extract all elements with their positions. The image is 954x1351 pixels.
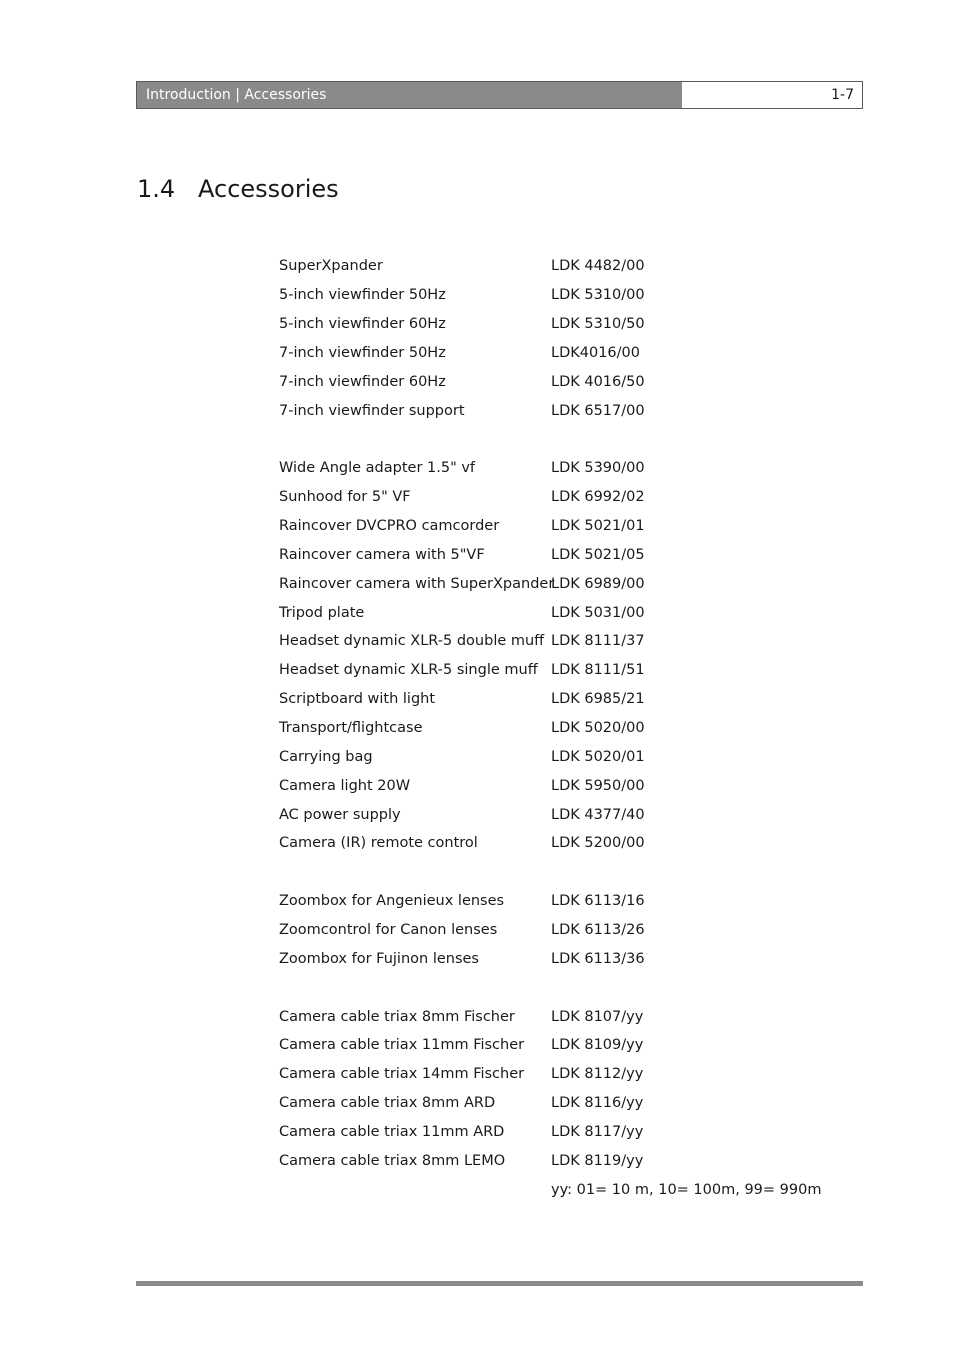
accessory-code: LDK 8111/51 — [551, 662, 645, 678]
accessory-code: LDK 8112/yy — [551, 1066, 644, 1082]
accessory-name: Transport/flightcase — [279, 720, 423, 736]
accessory-name: Raincover camera with SuperXpander — [279, 576, 555, 592]
header-page-number: 1-7 — [831, 87, 854, 103]
accessory-code: LDK 8107/yy — [551, 1009, 644, 1025]
header-section-title: Introduction | Accessories — [137, 82, 682, 108]
accessory-name: Camera cable triax 11mm ARD — [279, 1124, 505, 1140]
accessory-code: LDK 4482/00 — [551, 258, 645, 274]
accessory-name: 5-inch viewfinder 60Hz — [279, 316, 446, 332]
accessory-name: Camera (IR) remote control — [279, 835, 478, 851]
accessory-code: LDK 5390/00 — [551, 460, 645, 476]
accessory-code: LDK 6985/21 — [551, 691, 645, 707]
accessory-name: Headset dynamic XLR-5 single muff — [279, 662, 538, 678]
accessory-code: LDK 4377/40 — [551, 807, 645, 823]
accessory-name: SuperXpander — [279, 258, 383, 274]
accessory-code: LDK 8119/yy — [551, 1153, 644, 1169]
accessory-name: Zoombox for Angenieux lenses — [279, 893, 505, 909]
accessory-name: Zoomcontrol for Canon lenses — [279, 922, 498, 938]
accessory-code: LDK 5310/00 — [551, 287, 645, 303]
accessory-name: AC power supply — [279, 807, 401, 823]
accessory-code: LDK 6113/26 — [551, 922, 645, 938]
accessory-name: Camera cable triax 8mm LEMO — [279, 1153, 506, 1169]
section-heading — [137, 171, 339, 207]
accessory-name: Camera cable triax 8mm ARD — [279, 1095, 496, 1111]
accessory-name: 7-inch viewfinder 60Hz — [279, 374, 446, 390]
accessory-name: Carrying bag — [279, 749, 373, 765]
accessory-name: Headset dynamic XLR-5 double muff — [279, 633, 545, 649]
accessory-name: 5-inch viewfinder 50Hz — [279, 287, 446, 303]
accessory-name: Wide Angle adapter 1.5" vf — [279, 460, 476, 476]
accessory-code: LDK 6113/36 — [551, 951, 645, 967]
accessory-code: LDK 5031/00 — [551, 605, 645, 621]
accessory-name: Camera cable triax 8mm Fischer — [279, 1009, 515, 1025]
accessory-code: LDK 5310/50 — [551, 316, 645, 332]
accessory-code: LDK 5020/01 — [551, 749, 645, 765]
accessory-code: LDK 5021/05 — [551, 547, 645, 563]
accessory-code: LDK4016/00 — [551, 345, 640, 361]
accessory-code: LDK 5021/01 — [551, 518, 645, 534]
accessory-name: Raincover DVCPRO camcorder — [279, 518, 500, 534]
accessory-name: Camera cable triax 14mm Fischer — [279, 1066, 525, 1082]
accessory-name: Camera cable triax 11mm Fischer — [279, 1037, 525, 1053]
accessory-code: LDK 8116/yy — [551, 1095, 644, 1111]
accessory-code: LDK 5200/00 — [551, 835, 645, 851]
accessory-name: 7-inch viewfinder support — [279, 403, 465, 419]
accessory-code: LDK 4016/50 — [551, 374, 645, 390]
page-header — [136, 81, 863, 109]
accessory-name: Raincover camera with 5"VF — [279, 547, 485, 563]
section-number: 1.4 — [137, 175, 176, 203]
accessory-code: LDK 5950/00 — [551, 778, 645, 794]
accessory-name: Scriptboard with light — [279, 691, 436, 707]
accessory-name: Tripod plate — [279, 605, 365, 621]
accessory-name: 7-inch viewfinder 50Hz — [279, 345, 446, 361]
accessory-code: LDK 8111/37 — [551, 633, 645, 649]
accessory-code: LDK 8117/yy — [551, 1124, 644, 1140]
accessory-name: Camera light 20W — [279, 778, 411, 794]
footer-rule — [136, 1281, 863, 1286]
accessory-name: Sunhood for 5" VF — [279, 489, 411, 505]
accessory-name: Zoombox for Fujinon lenses — [279, 951, 479, 967]
accessory-code: LDK 6517/00 — [551, 403, 645, 419]
accessory-code: LDK 6992/02 — [551, 489, 645, 505]
accessory-code: LDK 8109/yy — [551, 1037, 644, 1053]
accessory-code: LDK 6113/16 — [551, 893, 645, 909]
section-title: Accessories — [198, 175, 339, 203]
accessory-code: LDK 6989/00 — [551, 576, 645, 592]
accessory-code: LDK 5020/00 — [551, 720, 645, 736]
length-code-note: yy: 01= 10 m, 10= 100m, 99= 990m — [551, 1182, 822, 1198]
